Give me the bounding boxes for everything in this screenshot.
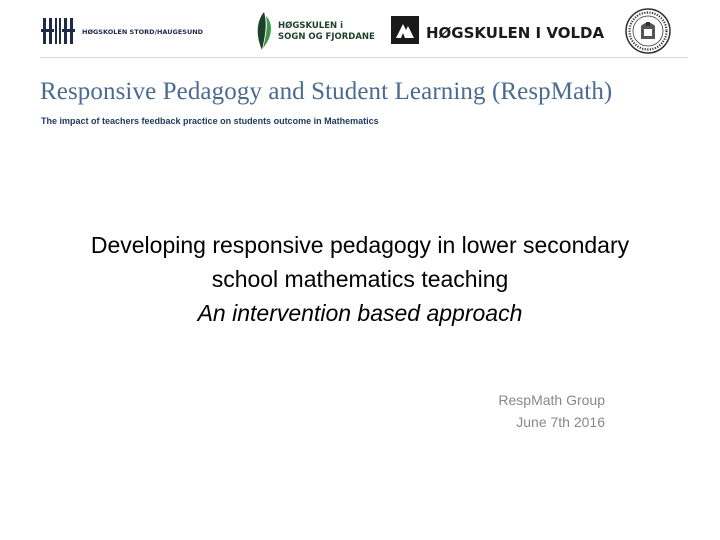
presentation-meta <box>380 389 605 433</box>
hivolda-logo <box>390 6 605 56</box>
hsf-logo-line1: HØGSKULEN i <box>278 21 343 31</box>
author: RespMath Group <box>498 392 605 408</box>
hsf-logo-line2: SOGN OG FJORDANE <box>278 32 375 42</box>
hsf-logo <box>254 6 375 56</box>
main-title-line3: An intervention based approach <box>197 300 523 326</box>
main-title <box>40 228 680 330</box>
main-title-line2: school mathematics teaching <box>211 266 509 292</box>
logo-bar <box>40 6 688 56</box>
hsh-logo-text: HØGSKOLEN STORD/HAUGESUND <box>82 28 204 36</box>
project-title: Responsive Pedagogy and Student Learning (RespMath) <box>40 78 613 105</box>
date: June 7th 2016 <box>516 414 605 430</box>
logo-divider <box>40 57 688 58</box>
project-subtitle: The impact of teachers feedback practice on students outcome in Mathematics <box>41 116 379 126</box>
hsh-logo <box>40 6 215 56</box>
uib-seal-logo <box>623 6 673 56</box>
hivolda-logo-text: HØGSKULEN I VOLDA <box>426 24 605 42</box>
main-title-line1: Developing responsive pedagogy in lower secondary <box>90 232 630 258</box>
